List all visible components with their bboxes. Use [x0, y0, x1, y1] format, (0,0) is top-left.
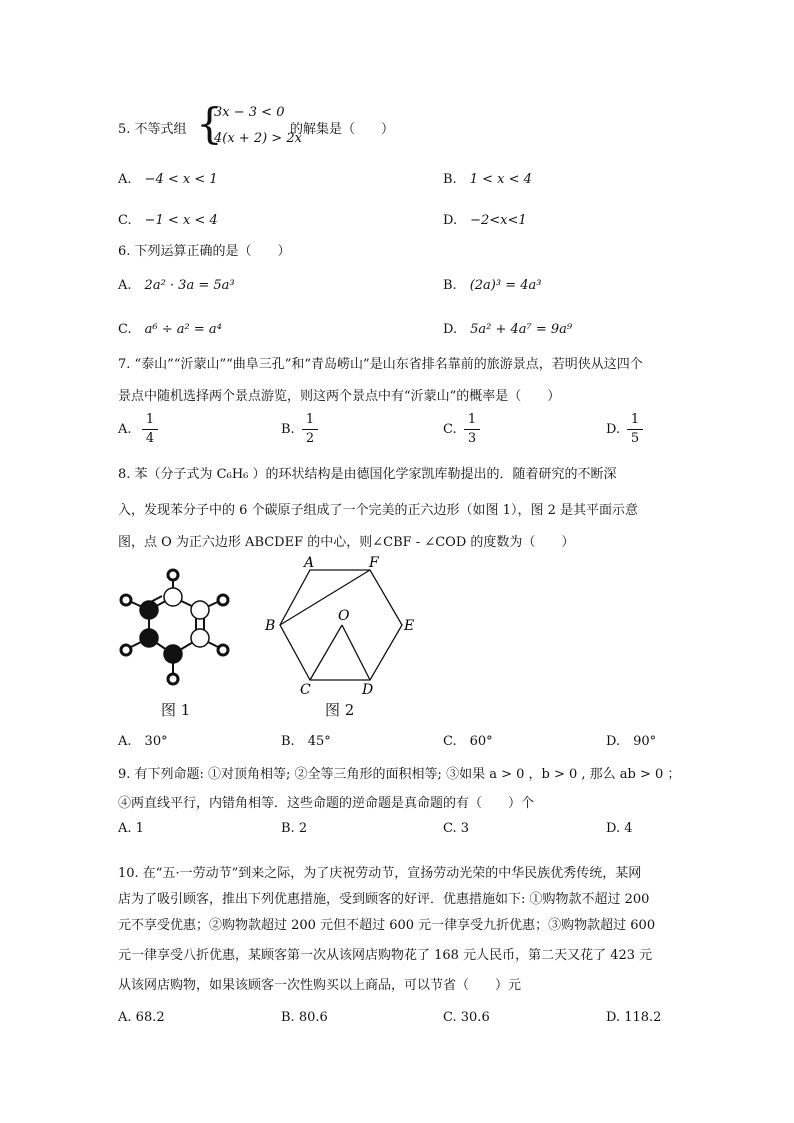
q6-option-c[interactable]: C. a⁶ ÷ a² = a⁴: [118, 322, 222, 337]
vertex-f-label: F: [369, 555, 379, 571]
hexagon-figure: [260, 552, 420, 700]
q6-option-d[interactable]: D. 5a² + 4a⁷ = 9a⁹: [443, 322, 573, 337]
vertex-a-label: A: [304, 555, 315, 571]
q7-option-d-fraction[interactable]: $\frac{1}{5}$: [627, 411, 643, 448]
q5-option-a[interactable]: A. −4 < x < 1: [118, 172, 218, 187]
q9-option-b[interactable]: B. 2: [281, 821, 308, 836]
vertex-c-label: C: [300, 682, 311, 698]
q8-option-d[interactable]: D. 90°: [606, 734, 657, 749]
q7-option-a-label[interactable]: A.: [118, 422, 132, 437]
q6-option-b[interactable]: B. (2a)³ = 4a³: [443, 278, 542, 293]
q8-option-b[interactable]: B. 45°: [281, 734, 331, 749]
q10-option-a[interactable]: A. 68.2: [118, 1010, 165, 1025]
q7-option-b-fraction[interactable]: $\frac{1}{2}$: [302, 411, 318, 448]
q8-option-a[interactable]: A. 30°: [118, 734, 168, 749]
q10-line-3: 元不享受优惠；②购物款超过 200 元但不超过 600 元一律享受九折优惠；③购物款超过 600: [118, 918, 656, 933]
vertex-d-label: D: [362, 682, 374, 698]
q7-option-c-fraction[interactable]: $\frac{1}{3}$: [464, 411, 480, 448]
q10-line-2: 店为了吸引顾客，推出下列优惠措施，受到顾客的好评．优惠措施如下: ①购物款不超过 200: [118, 892, 650, 907]
q10-line-1: 10. 在“五·一劳动节”到来之际，为了庆祝劳动节，宣扬劳动光荣的中华民族优秀传统，某网: [118, 866, 642, 881]
q8-option-c[interactable]: C. 60°: [443, 734, 493, 749]
q7-option-b-label[interactable]: B.: [281, 422, 295, 437]
q10-option-c[interactable]: C. 30.6: [443, 1010, 490, 1025]
vertex-e-label: E: [404, 618, 415, 634]
q10-line-4: 元一律享受八折优惠，某顾客第一次从该网店购物花了 168 元人民币，第二天又花了 423 元: [118, 948, 653, 963]
q5-inequality-2: 4(x + 2) > 2x: [214, 131, 302, 146]
q7-line-1: 7. “泰山”“沂蒙山”“曲阜三孔”和“青岛崂山”是山东省排名靠前的旅游景点，若明侠从这四个: [118, 357, 643, 372]
q9-line-1: 9. 有下列命题: ①对顶角相等; ②全等三角形的面积相等; ③如果 a > 0 ，b > 0 , 那么 ab > 0 ；: [118, 767, 681, 782]
figure-2-caption: 图 2: [325, 701, 355, 719]
q10-line-5: 从该网店购物，如果该顾客一次性购买以上商品，可以节省（ ）元: [118, 978, 522, 993]
system-brace: {: [196, 99, 223, 148]
q7-option-d-label[interactable]: D.: [606, 422, 621, 437]
q5-suffix: 的解集是（ ）: [290, 122, 395, 137]
q7-option-a-fraction[interactable]: $\frac{1}{4}$: [142, 411, 158, 448]
q7-option-c-label[interactable]: C.: [443, 422, 457, 437]
q6-option-a[interactable]: A. 2a² · 3a = 5a³: [118, 278, 235, 293]
q9-line-2: ④两直线平行，内错角相等．这些命题的逆命题是真命题的有（ ）个: [118, 796, 535, 811]
q8-line-1: 8. 苯（分子式为 C₆H₆ ）的环状结构是由德国化学家凯库勒提出的．随着研究的不断深: [118, 467, 617, 482]
q5-option-d[interactable]: D. −2<x<1: [443, 213, 527, 228]
q5-option-b[interactable]: B. 1 < x < 4: [443, 172, 532, 187]
q9-option-a[interactable]: A. 1: [118, 821, 144, 836]
q9-option-c[interactable]: C. 3: [443, 821, 470, 836]
q5-inequality-1: 3x − 3 < 0: [214, 105, 285, 120]
q10-option-d[interactable]: D. 118.2: [606, 1010, 662, 1025]
q5-prefix: 5. 不等式组: [118, 122, 187, 137]
q8-line-2: 入，发现苯分子中的 6 个碳原子组成了一个完美的正六边形（如图 1），图 2 是其平面示意: [118, 503, 638, 518]
q5-option-c[interactable]: C. −1 < x < 4: [118, 213, 218, 228]
q10-option-b[interactable]: B. 80.6: [281, 1010, 328, 1025]
benzene-molecule-figure: [112, 562, 242, 692]
q6-stem: 6. 下列运算正确的是（ ）: [118, 244, 291, 259]
q8-line-3: 图，点 O 为正六边形 ABCDEF 的中心，则∠CBF - ∠COD 的度数为（ ）: [118, 535, 575, 550]
center-o-label: O: [338, 608, 350, 624]
figure-1-caption: 图 1: [161, 701, 191, 719]
q9-option-d[interactable]: D. 4: [606, 821, 633, 836]
q7-line-2: 景点中随机选择两个景点游览，则这两个景点中有“沂蒙山”的概率是（ ）: [118, 389, 561, 404]
vertex-b-label: B: [265, 618, 276, 634]
